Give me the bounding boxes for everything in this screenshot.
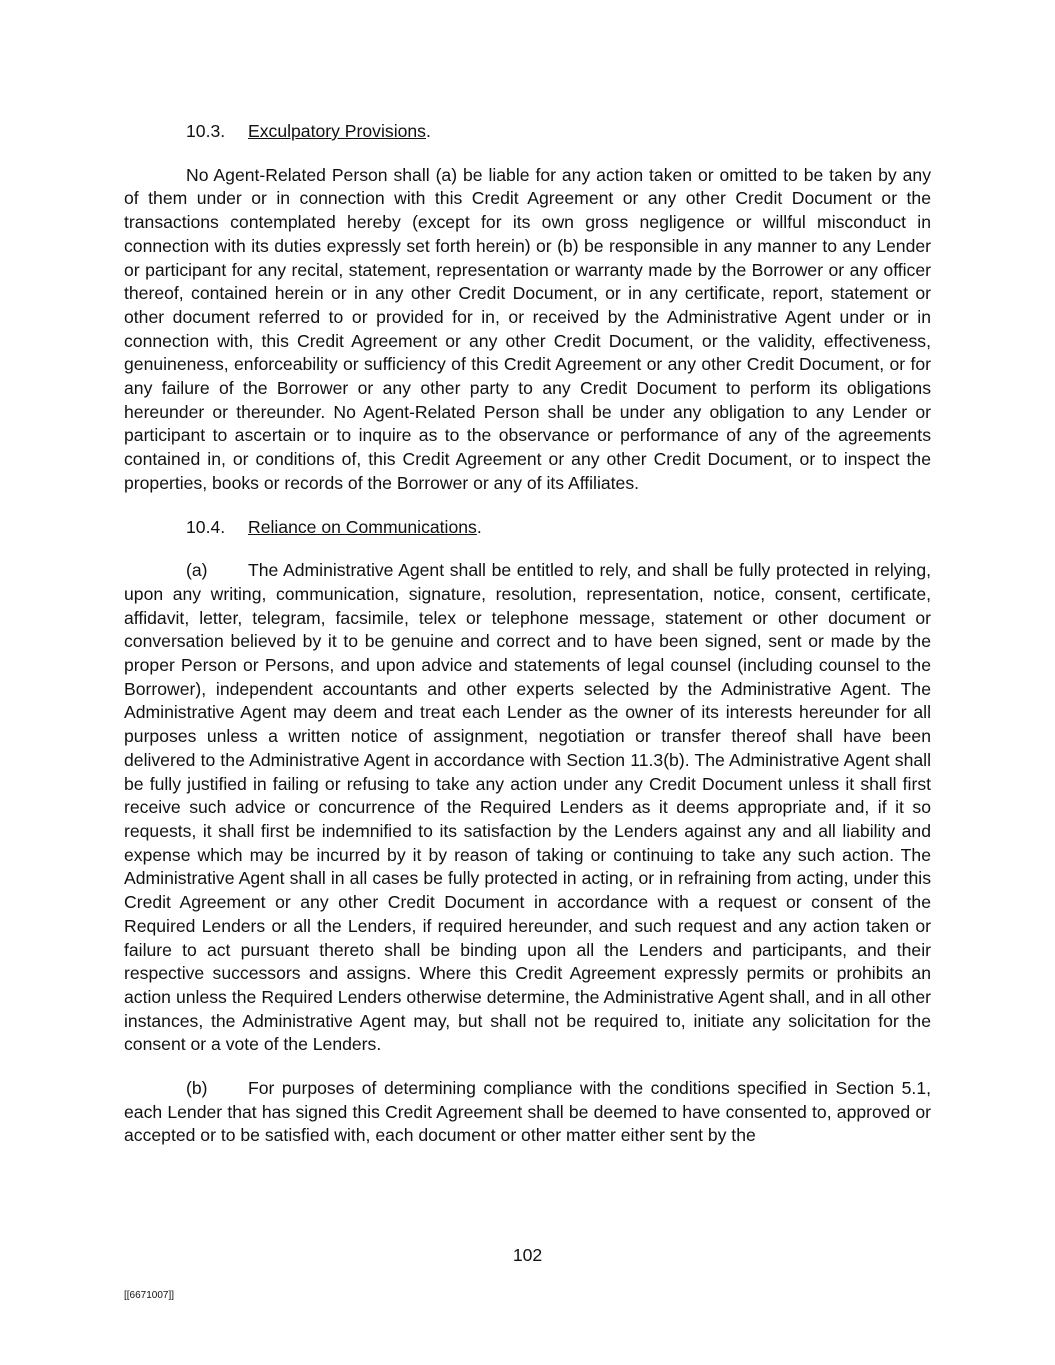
paragraph-b-text: For purposes of determining compliance with the conditions specified in Section 5.1, each Lender that has signed this Credit Agreement shall be deemed to have consented to, approved or accepted or to be satisfied with, each document or other matter either sent by the (124, 1078, 931, 1146)
paragraph-b-marker: (b) (186, 1078, 208, 1099)
section-heading-10-3 (124, 120, 931, 144)
section-title-period: . (425, 121, 431, 141)
paragraph-b (124, 1077, 931, 1148)
section-heading-10-4 (124, 516, 931, 540)
section-title: Exculpatory Provisions (248, 121, 426, 141)
paragraph-a-text: The Administrative Agent shall be entitled to rely, and shall be fully protected in relying, upon any writing, communication, signature, resolution, representation, notice, consent, certificate, affidavit, letter, telegram, facsimile, telex or telephone message, statement or other document or conversation believed by it to be genuine and correct and to have been signed, sent or made by the proper Person or Persons, and upon advice and statements of legal counsel (including counsel to the Borrower), independent accountants and other experts selected by the Administrative Agent. The Administrative Agent may deem and treat each Lender as the owner of its interests hereunder for all purposes unless a written notice of assignment, negotiation or transfer thereof shall have been delivered to the Administrative Agent in accordance with Section 11.3(b). The Administrative Agent shall be fully justified in failing or refusing to take any action under any Credit Document unless it shall first receive such advice or concurrence of the Required Lenders as it deems appropriate and, if it so requests, it shall first be indemnified to its satisfaction by the Lenders against any and all liability and expense which may be incurred by it by reason of taking or continuing to take any such action. The Administrative Agent shall in all cases be fully protected in acting, or in refraining from acting, under this Credit Agreement or any other Credit Document in accordance with a request or consent of the Required Lenders or all the Lenders, if required hereunder, and such request and any action taken or failure to act pursuant thereto shall be binding upon all the Lenders and participants, and their respective successors and assigns. Where this Credit Agreement expressly permits or prohibits an action unless the Required Lenders otherwise determine, the Administrative Agent shall, and in all other instances, the Administrative Agent may, but shall not be required to, initiate any solicitation for the consent or a vote of the Lenders. (124, 560, 931, 1055)
paragraph-a-marker: (a) (186, 560, 208, 581)
document-id: [[6671007]] (124, 1290, 175, 1301)
section-number: 10.3. (186, 121, 226, 141)
section-title-period: . (476, 516, 482, 537)
section-10-3-body: No Agent-Related Person shall (a) be liable for any action taken or omitted to be taken by any of them under or in connection with this Credit Agreement or any other Credit Document or the transactions contemplated hereby (except for its own gross negligence or willful misconduct in connection with its duties expressly set forth herein) or (b) be responsible in any manner to any Lender or participant for any recital, statement, representation or warranty made by the Borrower or any officer thereof, contained herein or in any other Credit Document, or in any certificate, report, statement or other document referred to or provided for in, or received by the Administrative Agent under or in connection with, this Credit Agreement or any other Credit Document, or the validity, effectiveness, genuineness, enforceability or sufficiency of this Credit Agreement or any other Credit Document, or for any failure of the Borrower or any other party to any Credit Document to perform its obligations hereunder or thereunder. No Agent-Related Person shall be under any obligation to any Lender or participant to ascertain or to inquire as to the observance or performance of any of the agreements contained in, or conditions of, this Credit Agreement or any other Credit Document, or to inspect the properties, books or records of the Borrower or any of its Affiliates. (124, 164, 931, 493)
section-title: Reliance on Communications (248, 516, 477, 537)
paragraph-a (124, 559, 931, 1057)
page-number: 102 (512, 1245, 543, 1265)
section-number: 10.4. (186, 516, 226, 537)
document-page (124, 120, 931, 1148)
